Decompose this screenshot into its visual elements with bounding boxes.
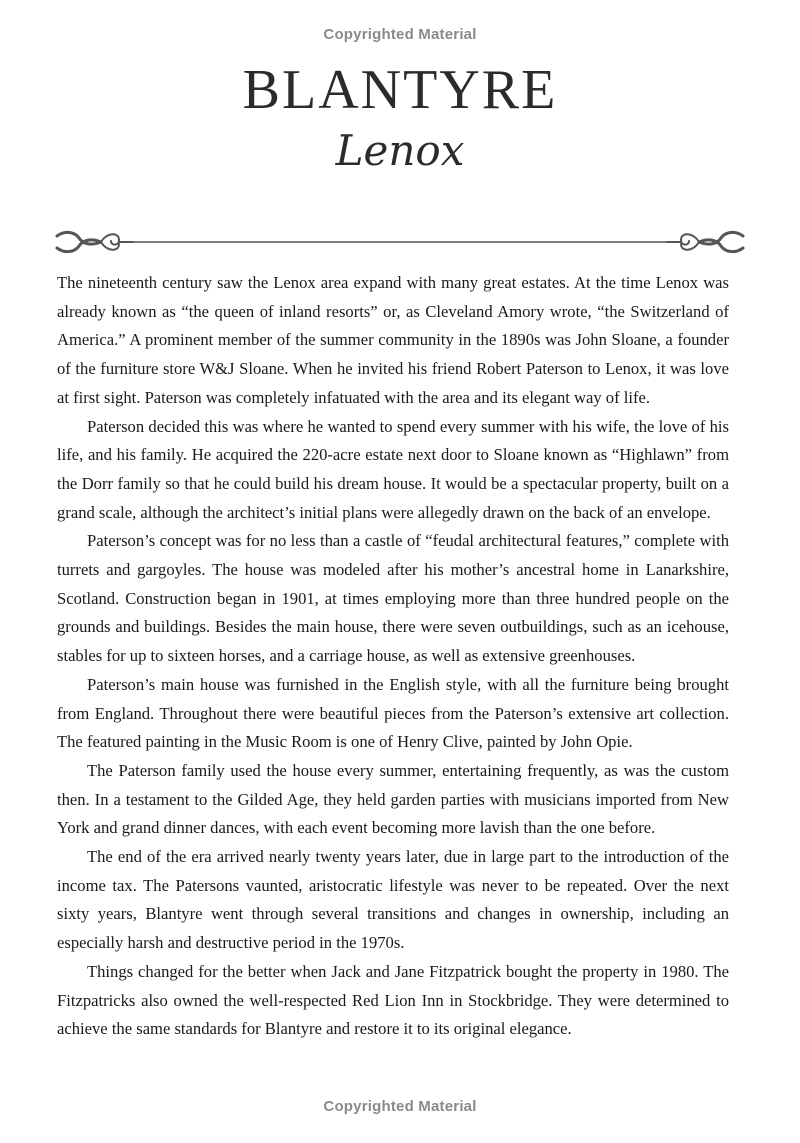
- paragraph-2: Paterson decided this was where he wanted to spend every summer with his wife, the love of his life, and his family. He acquired the 220-acre estate next door to Sloane known as “Highlawn” from the Dorr family so that he could build his dream house. It would be a spectacular property, built on a grand scale, although the architect’s initial plans were allegedly drawn on the back of an envelope.: [57, 416, 729, 522]
- paragraph-3: Paterson’s concept was for no less than a castle of “feudal architectural features,” complete with turrets and gargoyles. The house was modeled after his mother’s ancestral home in Lanarkshire, Scotland. Construction began in 1901, at times employing more than three hundred people on the grounds and buildings. Besides the main house, there were seven outbuildings, such as an icehouse, stables for up to sixteen horses, and a carriage house, as well as extensive greenhouses.: [57, 531, 729, 666]
- paragraph-4: Paterson’s main house was furnished in the English style, with all the furniture being brought from England. Throughout there were beautiful pieces from the Paterson’s extensive art collection. The featured painting in the Music Room is one of Henry Clive, painted by John Opie.: [57, 674, 729, 752]
- copyright-watermark-bottom: Copyrighted Material: [323, 1098, 477, 1115]
- copyright-watermark-top: Copyrighted Material: [323, 26, 477, 43]
- paragraph-5: The Paterson family used the house every summer, entertaining frequently, as was the custom then. In a testament to the Gilded Age, they held garden parties with musicians imported from New York and grand dinner dances, with each event becoming more lavish than the one before.: [57, 760, 729, 838]
- paragraph-1: The nineteenth century saw the Lenox area expand with many great estates. At the time Lenox was already known as “the queen of inland resorts” or, as Cleveland Amory wrote, “the Switzerland of America.” A prominent member of the summer community in the 1890s was John Sloane, a founder of the furniture store W&J Sloane. When he invited his friend Robert Paterson to Lenox, it was love at first sight. Paterson was completely infatuated with the area and its elegant way of life.: [57, 273, 729, 407]
- paragraph-7: Things changed for the better when Jack and Jane Fitzpatrick bought the property in 1980. The Fitzpatricks also owned the well-respected Red Lion Inn in Stockbridge. They were determined to achieve the same standards for Blantyre and restore it to its original elegance.: [57, 961, 729, 1039]
- flourish-divider-icon: [55, 224, 745, 260]
- paragraph-6: The end of the era arrived nearly twenty years later, due in large part to the introduction of the income tax. The Patersons vaunted, aristocratic lifestyle was never to be repeated. Over the next sixty years, Blantyre went through several transitions and changes in ownership, including an especially harsh and destructive period in the 1970s.: [57, 847, 729, 953]
- article-body: [57, 269, 729, 1044]
- page-title: BLANTYRE: [242, 59, 558, 121]
- page-subtitle: Lenox: [335, 126, 465, 175]
